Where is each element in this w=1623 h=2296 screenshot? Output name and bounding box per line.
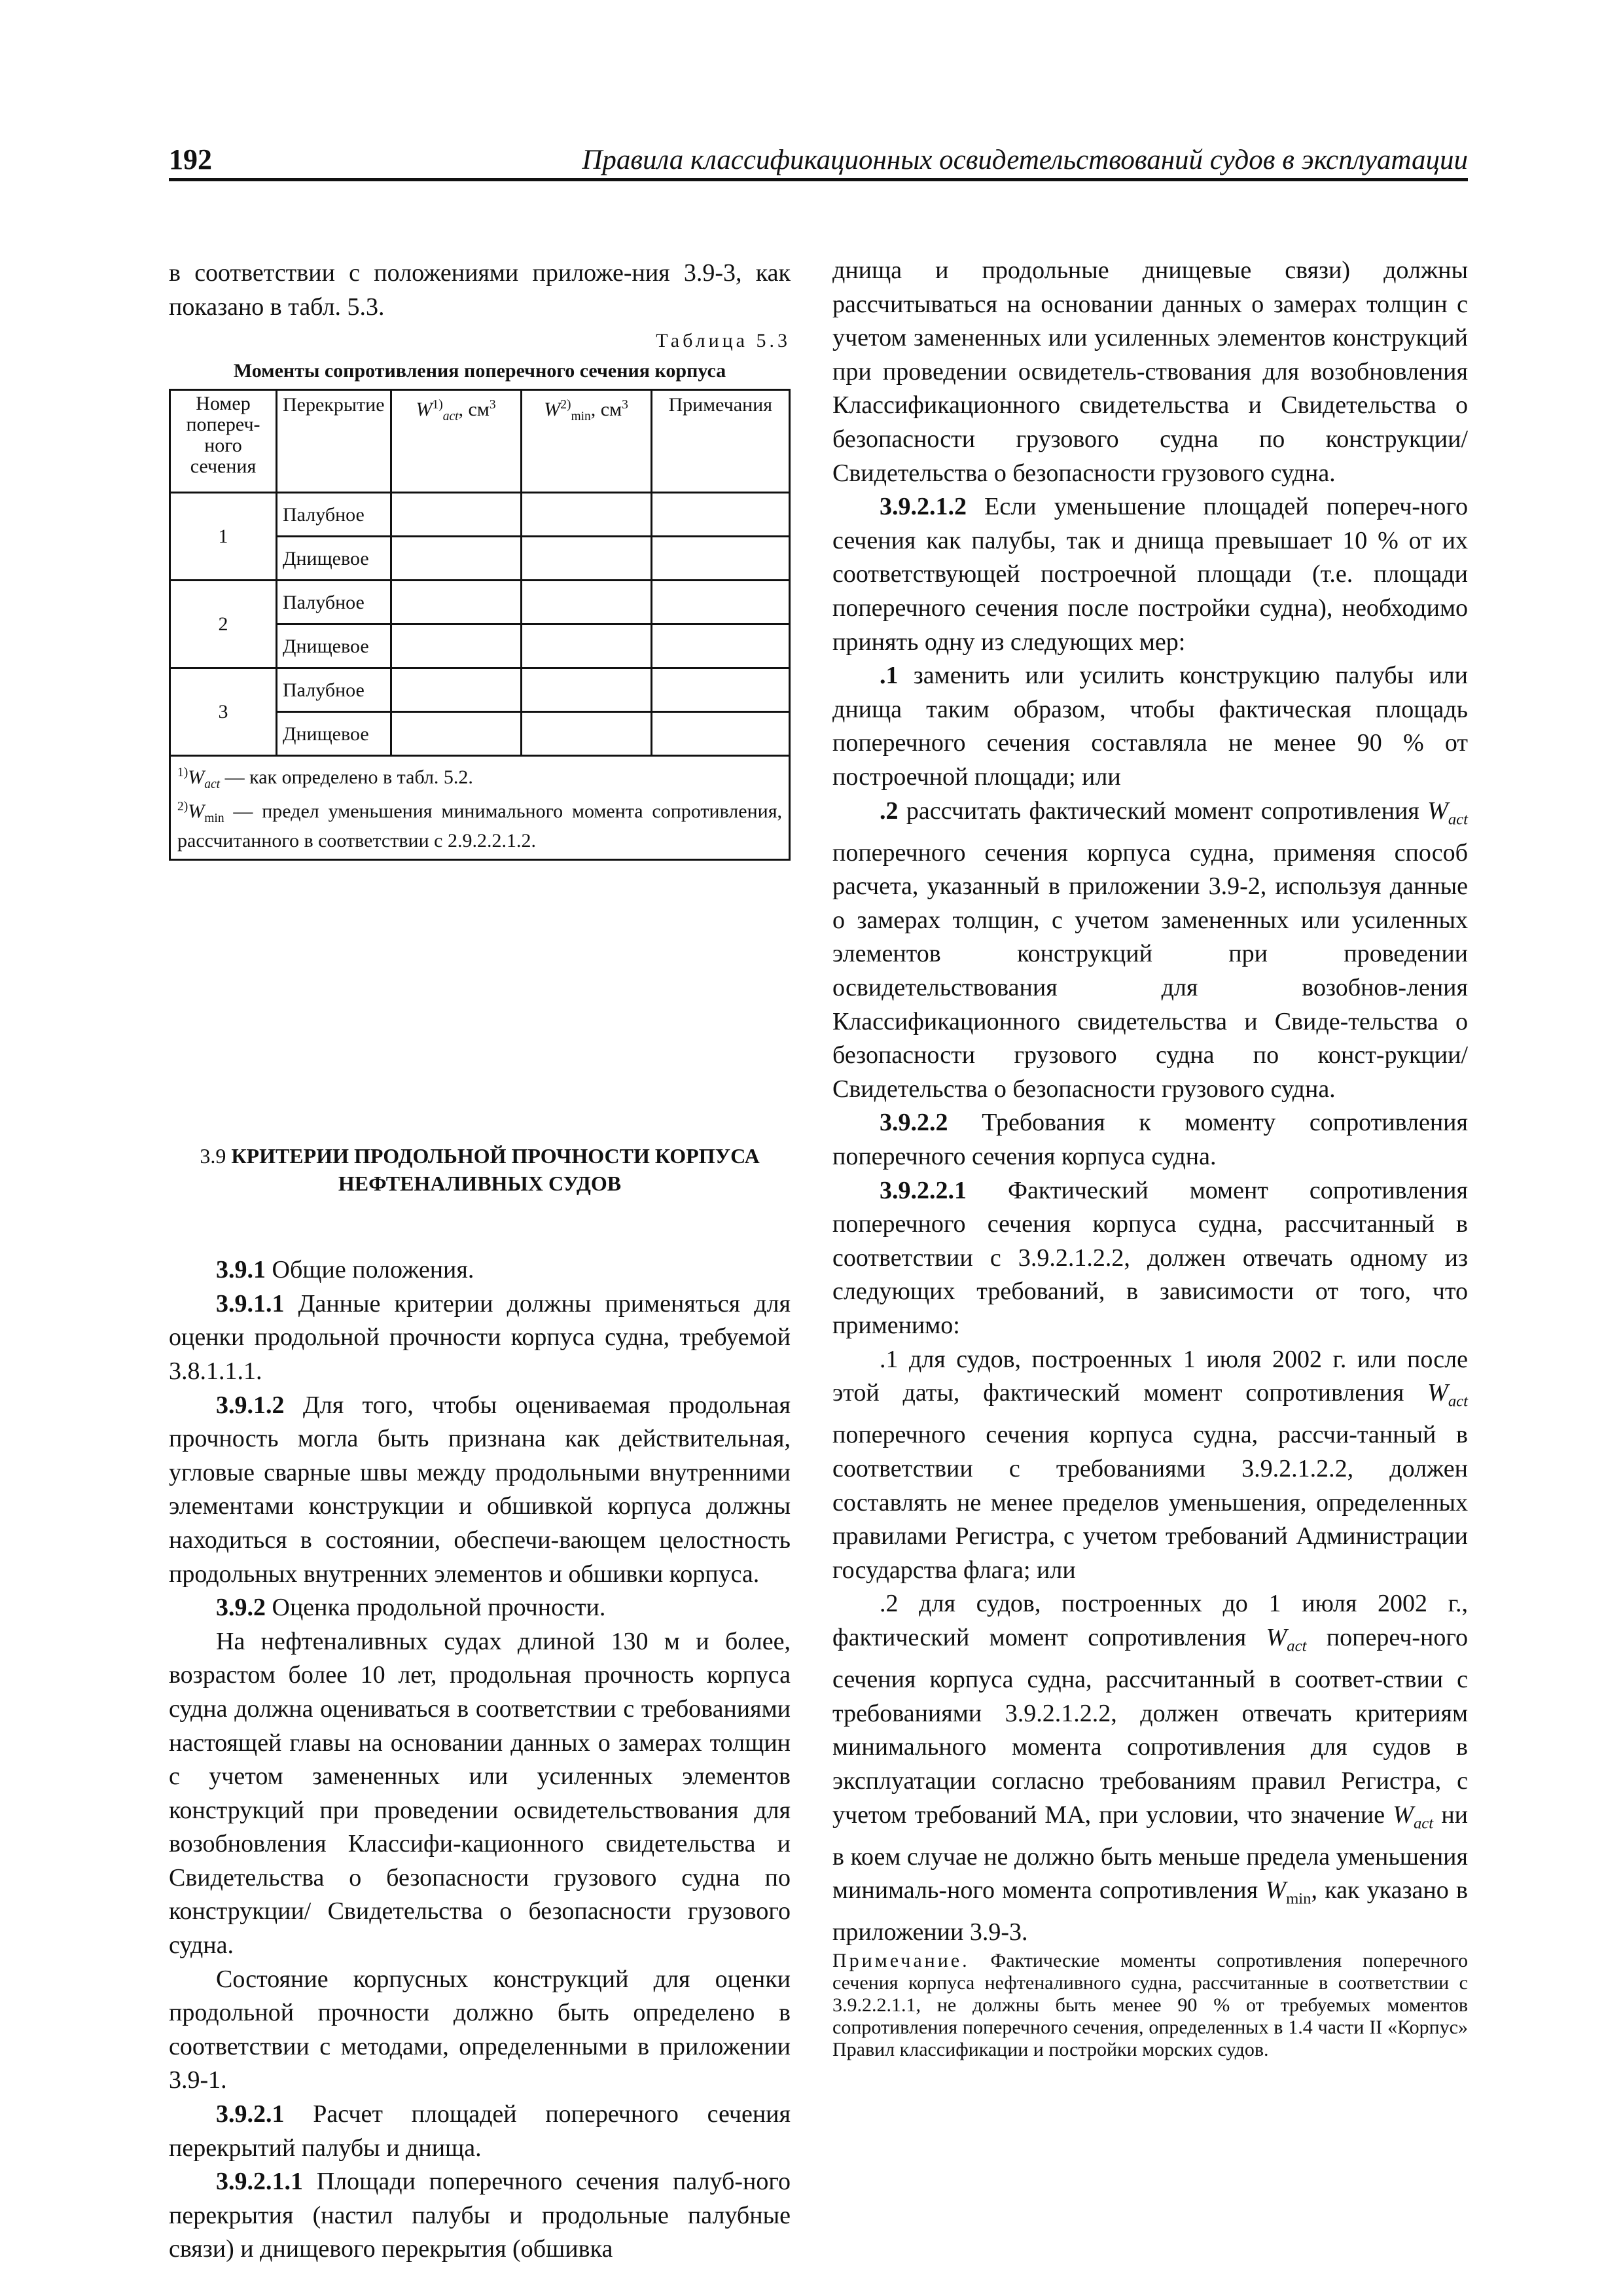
empty-cell [651,624,789,668]
footnote-1: $^{1)}W_{act}$ — как определено в табл. 5.2. [177,766,473,791]
empty-cell [391,493,521,537]
right-column [832,254,1468,2061]
empty-cell [651,668,789,712]
paragraph-3-9-2-1-1: 3.9.2.1.1 Площади поперечного сечения палуб-ного перекрытия (настил палубы и продольные палубные связи) и днищевого перекрытия (обшивка [169,2168,791,2263]
empty-cell [521,581,651,624]
table-footnotes [170,756,790,860]
deck-cell: Палубное [277,668,391,712]
empty-cell [521,624,651,668]
header-w-min: $W^{2)}_{min}$, $см^3$ [521,390,651,493]
section-cell: 2 [170,581,277,668]
paragraph-3-9-1-1: 3.9.1.1 Данные критерии должны применяться для оценки продольной прочности корпуса судна, требуемой 3.8.1.1.1. [169,1289,791,1385]
bottom-cell: Днищевое [277,712,391,756]
paragraph-3-9-2-b: Состояние корпусных конструкций для оценки продольной прочности должно быть определено в соответствии с методами, определенными в приложении 3.9-1. [169,1965,791,2094]
empty-cell [391,581,521,624]
intro-paragraph: в соответствии с положениями приложе-ния 3.9-3, как показано в табл. 5.3. [169,259,791,321]
empty-cell [651,493,789,537]
criterion-1: .1 для судов, построенных 1 июля 2002 г. или после этой даты, фактический момент сопротивления $W_{act}$ поперечного сечения корпуса судна, рассчи-танный в соответствии с требованиями 3.9.2.1.2.2, должен составлять не менее пределов уменьшения, определенных правилами Регистра, с учетом требований Администрации государства флага; или [832,1345,1468,1584]
table-header-row [170,390,790,493]
empty-cell [651,581,789,624]
empty-cell [391,712,521,756]
section-spacer [169,1037,791,1142]
header-rule [169,178,1468,181]
empty-cell [521,668,651,712]
deck-cell: Палубное [277,493,391,537]
table-row [170,581,790,624]
footnote-2: $^{2)}W_{min}$ — предел уменьшения минимального момента сопротивления, рассчитанного в соответствии с 2.9.2.2.1.2. [177,800,782,852]
table-label: Таблица 5.3 [656,330,791,351]
deck-cell: Палубное [277,581,391,624]
paragraph-3-9-1-2: 3.9.1.2 Для того, чтобы оцениваемая продольная прочность могла быть признана как действительная, угловые сварные швы между продольными внутренними элементами конструкции и обшивкой корпуса должны находиться в состоянии, обеспечи-вающем целостность продольных внутренних элементов и обшивки корпуса. [169,1391,791,1588]
paragraph-3-9-2-1: 3.9.2.1 Расчет площадей поперечного сечения перекрытий палубы и днища. [169,2100,791,2162]
paragraph-3-9-2-1-1-cont: днища и продольные днищевые связи) должны рассчитываться на основании данных о замерах толщин с учетом замененных или усиленных элементов конструкций при проведении освидетель-ствования для возобновления Классификационного свидетельства и Свидетельства о безопасности грузового судна по конструкции/Свидетельства о безопасности грузового судна. [832,257,1468,487]
empty-cell [651,537,789,581]
header-w-act: $W^{1)}_{act}$, $см^3$ [391,390,521,493]
paragraph-3-9-1: 3.9.1 Общие положения. [216,1256,474,1284]
criterion-2: .2 для судов, построенных до 1 июля 2002 г., фактический момент сопротивления $W_{act}$ попереч-ного сечения корпуса судна, рассчитанный в соответ-ствии с требованиями 3.9.2.1.2.2, должен отвечать критериям минимального момента сопротивления для судов в эксплуатации согласно требованиям правил Регистра, с учетом требований МА, при условии, что значение $W_{act}$ ни в коем случае не должно быть меньше предела уменьшения минималь-ного момента сопротивления $W_{min}$, как указано в приложении 3.9-3. [832,1590,1469,1946]
paragraph-3-9-2-2-1: 3.9.2.2.1 Фактический момент сопротивления поперечного сечения корпуса судна, рассчитанный в соответствии с 3.9.2.1.2.2, должен отвечать одному из следующих требований, в зависимости от того, что применимо: [832,1176,1468,1339]
empty-cell [521,537,651,581]
table-notes-row [170,756,790,860]
empty-cell [651,712,789,756]
header-remarks: Примечания [651,390,789,493]
empty-cell [391,624,521,668]
page-number: 192 [169,143,212,175]
note: Примечание. Фактические моменты сопротивления поперечного сечения корпуса нефтеналивного судна, рассчитанные в соответствии с 3.9.2.2.1.1, не должны быть менее 90 % от требуемых моментов сопротивления поперечного сечения, определенных в 1.4 части II «Корпус» Правил классификации и постройки морских судов. [832,1950,1468,2061]
table-title: Моменты сопротивления поперечного сечения корпуса [233,360,726,382]
table-row [170,668,790,712]
paragraph-3-9-2: 3.9.2 Оценка продольной прочности. [216,1594,606,1622]
empty-cell [521,712,651,756]
running-title: Правила классификационных освидетельствований судов в эксплуатации [582,145,1468,175]
running-header [169,143,1468,182]
paragraph-3-9-2-1-2: 3.9.2.1.2 Если уменьшение площадей попереч-ного сечения как палубы, так и днища превышает 10 % от их соответствующей построечной площади (т.е. площади поперечного сечения после постройки судна), необходимо принять одну из следующих мер: [832,493,1468,656]
section-title: 3.9 КРИТЕРИИ ПРОДОЛЬНОЙ ПРОЧНОСТИ КОРПУСА НЕФТЕНАЛИВНЫХ СУДОВ [200,1144,760,1196]
table-5-3 [169,389,791,861]
paragraph-3-9-2-a: На нефтеналивных судах длиной 130 м и более, возрастом более 10 лет, продольная прочность корпуса судна должна оцениваться в соответствии с требованиями настоящей главы на основании данных о замерах толщин с учетом замененных или усиленных элементов конструкций при проведении освидетельствования для возобновления Классифи-кационного свидетельства и Свидетельства о безопасности грузового судна по конструкции/ Свидетельства о безопасности грузового судна. [169,1627,791,1960]
section-cell: 1 [170,493,277,581]
section-cell: 3 [170,668,277,756]
item-2: .2 рассчитать фактический момент сопротивления $W_{act}$ поперечного сечения корпуса судна, применяя способ расчета, указанный в приложении 3.9-2, используя данные о замерах толщин, с учетом замененных или усиленных элементов конструкций при проведении освидетельствования для возобнов-ления Классификационного свидетельства и Свиде-тельства о безопасности грузового судна по конст-рукции/Свидетельства о безопасности грузового судна. [832,797,1468,1103]
bottom-cell: Днищевое [277,537,391,581]
item-1: .1 заменить или усилить конструкцию палубы или днища таким образом, чтобы фактическая площадь поперечного сечения составляла не менее 90 % от построечной площади; или [832,662,1468,791]
empty-cell [391,537,521,581]
header-number: Номер попереч-ного сечения [170,390,277,493]
header-deck: Перекрытие [277,390,391,493]
paragraph-3-9-2-2: 3.9.2.2 Требования к моменту сопротивления поперечного сечения корпуса судна. [832,1109,1468,1171]
table-row [170,493,790,537]
empty-cell [391,668,521,712]
title-gap [169,1197,791,1253]
empty-cell [521,493,651,537]
bottom-cell: Днищевое [277,624,391,668]
